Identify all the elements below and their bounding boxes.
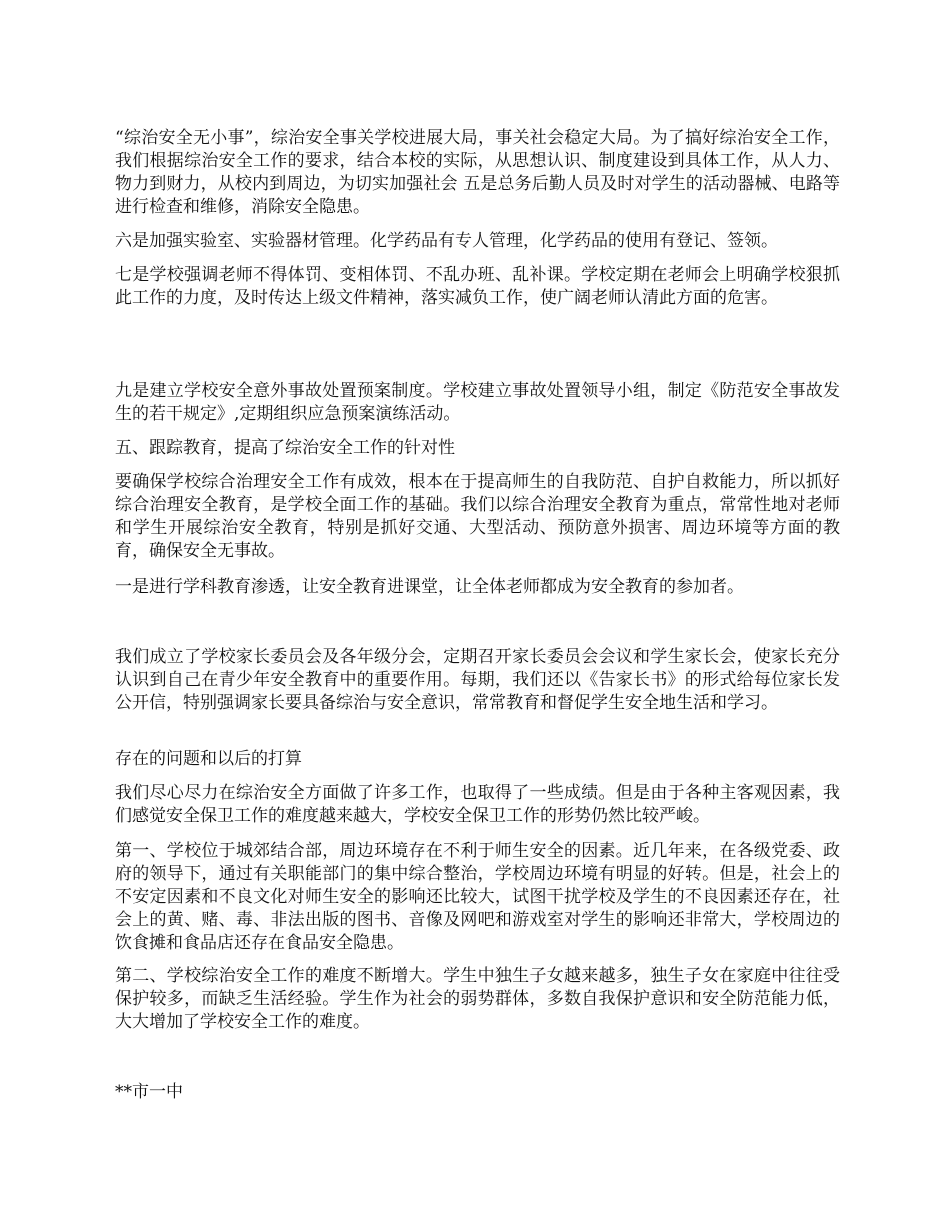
- paragraph-one: 一是进行学科教育渗透，让安全教育进课堂，让全体老师都成为安全教育的参加者。: [115, 577, 744, 597]
- paragraph-parents: 我们成立了学校家长委员会及各年级分会，定期召开家长委员会会议和学生家长会，使家长充分认识到自己在青少年安全教育中的重要作用。每期，我们还以《告家长书》的形式给每位家长发公开信，特别强调家长要具备综治与安全意识，常常教育和督促学生安全地生活和学习。: [115, 647, 840, 713]
- section-heading-problems: 存在的问题和以后的打算: [115, 749, 302, 769]
- section-heading-five: 五、跟踪教育，提高了综治安全工作的针对性: [115, 438, 455, 458]
- paragraph-education: 要确保学校综合治理安全工作有成效，根本在于提高师生的自我防范、自护自救能力，所以抓好综合治理安全教育，是学校全面工作的基础。我们以综合治理安全教育为重点，常常性地对老师和学生开展综治安全教育，特别是抓好交通、大型活动、预防意外损害、周边环境等方面的教育，确保安全无事故。: [115, 472, 840, 561]
- paragraph-seven: 七是学校强调老师不得体罚、变相体罚、不乱办班、乱补课。学校定期在老师会上明确学校狠抓此工作的力度，及时传达上级文件精神，落实减负工作，使广阔老师认清此方面的危害。: [115, 265, 840, 308]
- paragraph-second: 第二、学校综治安全工作的难度不断增大。学生中独生子女越来越多，独生子女在家庭中往往受保护较多，而缺乏生活经验。学生作为社会的弱势群体，多数自我保护意识和安全防范能力低，大大增加了学校安全工作的难度。: [115, 966, 840, 1032]
- paragraph-nine: 九是建立学校安全意外事故处置预案制度。学校建立事故处置领导小组，制定《防范安全事故发生的若干规定》,定期组织应急预案演练活动。: [115, 381, 840, 424]
- paragraph-summary: 我们尽心尽力在综治安全方面做了许多工作，也取得了一些成绩。但是由于各种主客观因素，我们感觉安全保卫工作的难度越来越大，学校安全保卫工作的形势仍然比较严峻。: [115, 783, 840, 826]
- paragraph-six: 六是加强实验室、实验器材管理。化学药品有专人管理，化学药品的使用有登记、签领。: [115, 231, 778, 251]
- paragraph-intro: “综治安全无小事”，综治安全事关学校进展大局，事关社会稳定大局。为了搞好综治安全工作，我们根据综治安全工作的要求，结合本校的实际，从思想认识、制度建设到具体工作，从人力、物力到财力，从校内到周边，为切实加强社会 五是总务后勤人员及时对学生的活动器械、电路等进行检查和维修，消除安全隐患。: [115, 128, 840, 217]
- signature: **市一中: [115, 1082, 183, 1102]
- paragraph-first: 第一、学校位于城郊结合部，周边环境存在不利于师生安全的因素。近几年来，在各级党委、政府的领导下，通过有关职能部门的集中综合整治，学校周边环境有明显的好转。但是，社会上的不安定因素和不良文化对师生安全的影响还比较大，试图干扰学校及学生的不良因素还存在，社会上的黄、赌、毒、非法出版的图书、音像及网吧和游戏室对学生的影响还非常大，学校周边的饮食摊和食品店还存在食品安全隐患。: [115, 841, 840, 953]
